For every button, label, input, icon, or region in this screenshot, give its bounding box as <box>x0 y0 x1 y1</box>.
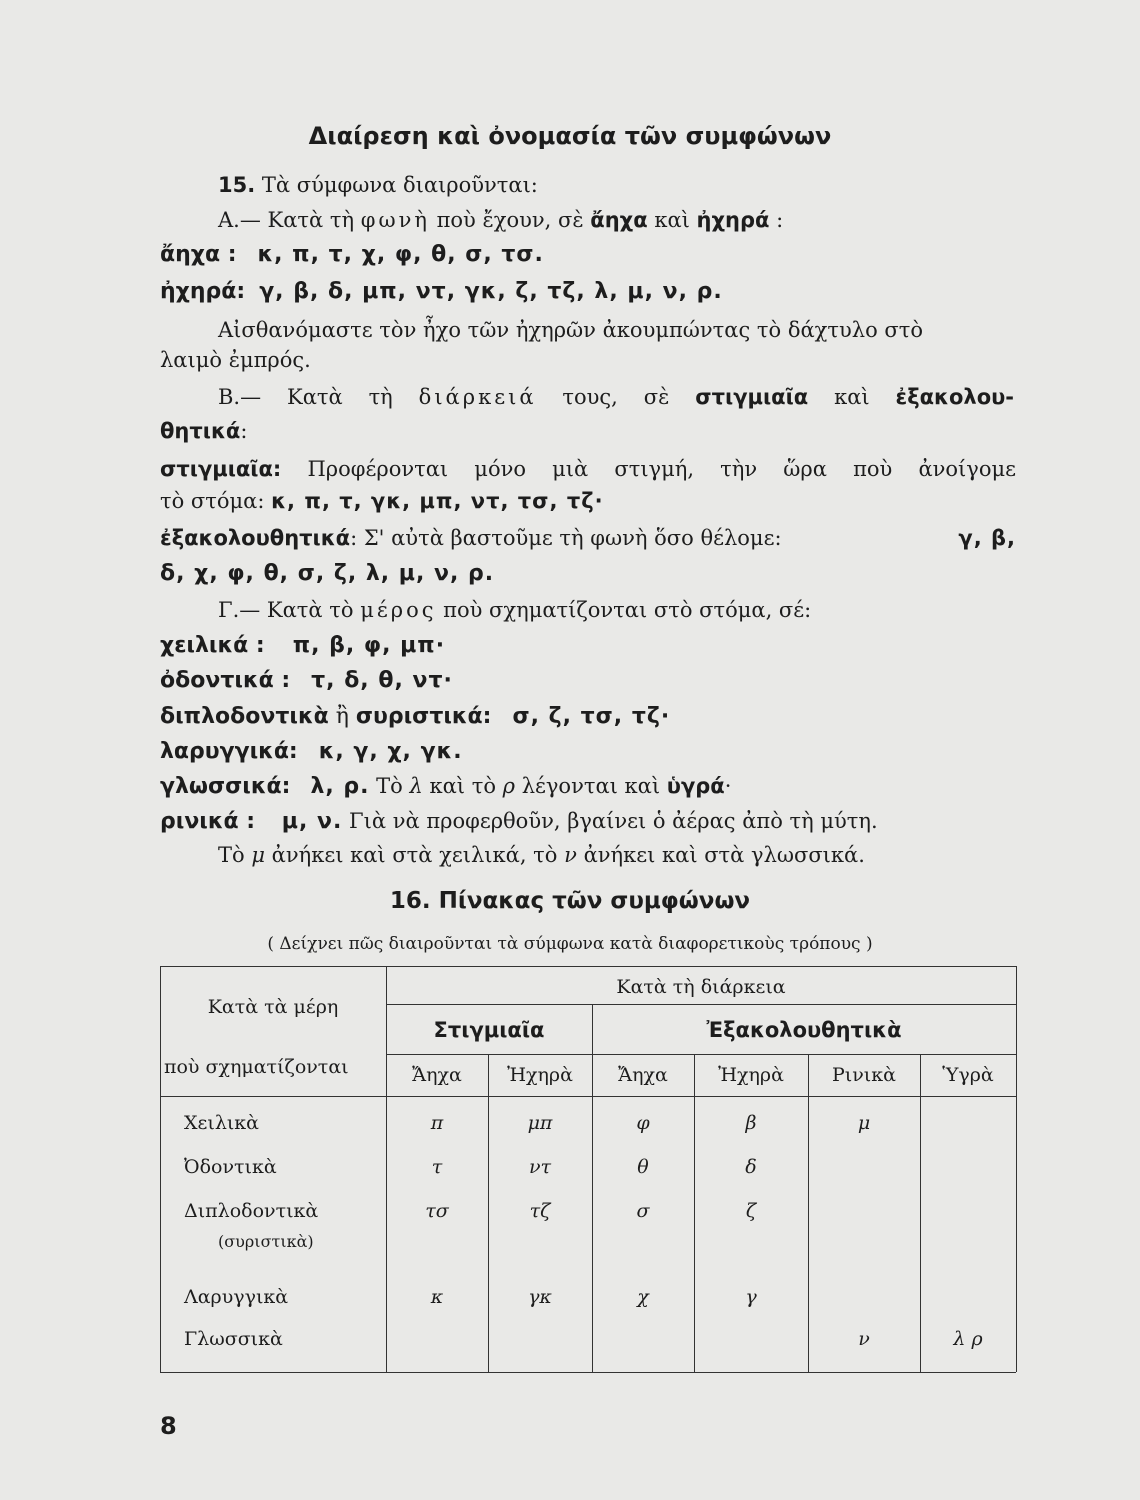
table-top-line <box>160 966 1016 967</box>
rinika-line <box>160 806 878 837</box>
term-exakolouthitika-a: ἐξακολου- <box>895 385 1015 409</box>
echera-label: ἠχηρά: <box>160 279 246 304</box>
table-cell: β <box>745 1112 757 1134</box>
table-header-divider <box>160 1096 1016 1097</box>
rinika-label: ρινικά : <box>160 809 256 834</box>
table-right-line <box>1016 966 1017 1372</box>
header-duration: Κατὰ τὴ διάρκεια <box>616 976 786 998</box>
division-a-and: καὶ <box>647 208 697 232</box>
note-b: ἀνήκει καὶ στὰ χειλικά, τὸ <box>264 843 565 867</box>
table-subhead-divider-top <box>386 1054 1016 1055</box>
note-a: Τὸ <box>218 843 252 867</box>
term-aecha: ἄηχα <box>590 208 648 232</box>
division-a-end: : <box>769 208 784 232</box>
subheader-1: Ἄηχα <box>412 1064 462 1086</box>
header-parts-2: ποὺ σχηματίζονται <box>164 1056 349 1078</box>
table-cell: θ <box>637 1156 649 1178</box>
table-cell: τσ <box>425 1200 449 1222</box>
table-cell: γκ <box>528 1286 552 1308</box>
diplodontika-line <box>160 702 670 732</box>
note-n: ν <box>564 843 577 867</box>
stigmiaia-text-2: τὸ στόμα: <box>160 489 272 513</box>
division-a-prefix: Α.— Κατὰ τὴ <box>218 208 361 232</box>
division-g-prefix: Γ.— Κατὰ τὸ <box>218 598 361 622</box>
division-b-end: : <box>240 419 248 443</box>
diplodontika-label: διπλοδοντικὰ <box>160 704 329 729</box>
table-title: 16. Πίνακας τῶν συμφώνων <box>389 888 751 914</box>
aecha-letters: κ, π, τ, χ, φ, θ, σ, τσ. <box>257 242 544 267</box>
sense-line-1: Αἰσθανόμαστε τὸν ἦχο τῶν ἠχηρῶν ἀκουμπώντας τὸ δάχτυλο στὸ <box>218 318 923 342</box>
table-cell: τζ <box>529 1200 551 1222</box>
table-cell: π <box>430 1112 444 1134</box>
glossika-label: γλωσσικά: <box>160 774 291 799</box>
glossika-text-b: καὶ τὸ <box>422 774 503 798</box>
subheader-6: Ὑγρὰ <box>942 1064 994 1086</box>
exakolouthitika-line-2 <box>160 559 494 589</box>
division-a-key: φωνὴ <box>360 208 430 232</box>
row-note-syristika: (συριστικὰ) <box>218 1232 314 1251</box>
exakolouthitika-letters-1: γ, β, <box>958 526 1016 550</box>
table-cell: ζ <box>745 1200 757 1222</box>
table-cell: χ <box>637 1286 649 1308</box>
exakolouthitika-letters-2: δ, χ, φ, θ, σ, ζ, λ, μ, ν, ρ. <box>160 561 495 586</box>
division-b <box>218 382 1014 412</box>
subheader-4: Ἠχηρὰ <box>718 1064 784 1086</box>
division-b-and: καὶ <box>808 385 896 409</box>
odontika-letters: τ, δ, θ, ντ· <box>311 668 453 693</box>
division-a <box>218 205 783 235</box>
stigmiaia-text: Προφέρονται μόνο μιὰ στιγμή, τὴν ὥρα ποὺ ἀνοίγομε <box>281 457 1016 481</box>
exakolouthitika-text: : Σ' αὐτὰ βαστοῦμε τὴ φωνὴ ὅσο θέλομε: <box>350 526 782 550</box>
table-cell: τ <box>431 1156 443 1178</box>
row-label-cheilika: Χειλικὰ <box>184 1112 260 1134</box>
syristika-label: συριστικά: <box>355 704 492 729</box>
term-exakolouthitika-b: θητικά <box>160 419 241 443</box>
stigmiaia-label: στιγμιαῖα: <box>160 457 282 481</box>
subheader-3: Ἄηχα <box>618 1064 668 1086</box>
glossika-letters: λ, ρ. <box>310 774 370 799</box>
stigmiaia-line <box>160 454 1016 484</box>
echera-line <box>160 277 723 307</box>
table-left-line <box>160 966 161 1372</box>
glossika-text-c: λέγονται καὶ <box>515 774 667 798</box>
division-g-end: ποὺ σχηματίζονται στὸ στόμα, σέ: <box>436 598 812 622</box>
laryggika-label: λαρυγγικά: <box>160 739 298 764</box>
header-stigmiaia: Στιγμιαῖα <box>433 1018 545 1042</box>
laryggika-line <box>160 737 463 767</box>
table-cell: μ <box>857 1112 871 1134</box>
glossika-l: λ <box>409 774 423 798</box>
table-cell: ντ <box>528 1156 552 1178</box>
division-a-mid: ποὺ ἔχουν, σὲ <box>429 208 591 232</box>
row-label-glossika: Γλωσσικὰ <box>184 1328 283 1350</box>
glossika-r: ρ <box>502 774 516 798</box>
sense-line-2: λαιμὸ ἐμπρός. <box>160 348 311 372</box>
table-cell: λ ρ <box>953 1328 983 1350</box>
table-cell: κ <box>430 1286 444 1308</box>
diplodontika-or: ἢ <box>328 704 356 729</box>
odontika-label: ὀδοντικά : <box>160 668 291 693</box>
aecha-label: ἄηχα : <box>160 242 237 267</box>
division-b-key: διάρκειά <box>418 385 537 409</box>
section-title: Διαίρεση καὶ ὀνομασία τῶν συμφώνων <box>308 122 832 150</box>
table-bottom-line <box>160 1372 1016 1373</box>
page-number: 8 <box>160 1412 177 1440</box>
row-label-diplodontika: Διπλοδοντικὰ <box>184 1200 319 1222</box>
note-c: ἀνήκει καὶ στὰ γλωσσικά. <box>576 843 865 867</box>
laryggika-letters: κ, γ, χ, γκ. <box>318 739 463 764</box>
term-echera: ἠχηρά <box>696 208 770 232</box>
subheader-2: Ἠχηρὰ <box>507 1064 573 1086</box>
cheilika-label: χειλικά : <box>160 633 265 658</box>
note-line <box>218 840 865 870</box>
rinika-text: Γιὰ νὰ προφερθοῦν, βγαίνει ὁ ἀέρας ἀπὸ τὴ μύτη. <box>342 809 878 833</box>
exakolouthitika-line <box>160 523 1016 553</box>
glossika-text-a: Τὸ <box>369 774 410 798</box>
row-label-odontika: Ὀδοντικὰ <box>184 1156 277 1178</box>
glossika-line <box>160 771 731 802</box>
header-parts-1: Κατὰ τὰ μέρη <box>207 996 339 1018</box>
division-g-key: μέρος <box>360 598 437 622</box>
row-label-laryggika: Λαρυγγικὰ <box>184 1286 289 1308</box>
division-b-cont <box>160 416 247 446</box>
odontika-line <box>160 666 453 696</box>
cheilika-letters: π, β, φ, μπ· <box>292 633 446 658</box>
division-b-mid: τους, σὲ <box>536 385 696 409</box>
intro-text: Τὰ σύμφωνα διαιροῦνται: <box>261 173 538 197</box>
paragraph-number: 15. <box>218 173 256 197</box>
table-col-divider-4 <box>808 1054 809 1372</box>
exakolouthitika-label: ἐξακολουθητικά <box>160 526 351 550</box>
subheader-5: Ρινικὰ <box>832 1064 896 1086</box>
table-cell: σ <box>636 1200 650 1222</box>
term-stigmiaia: στιγμιαῖα <box>695 385 809 409</box>
note-m: μ <box>251 843 265 867</box>
table-cell: δ <box>745 1156 757 1178</box>
table-col-divider-5 <box>920 1054 921 1372</box>
division-b-prefix: Β.— Κατὰ τὴ <box>218 385 419 409</box>
paragraph-15-intro <box>218 170 538 200</box>
rinika-letters: μ, ν. <box>281 809 343 834</box>
diplodontika-letters: σ, ζ, τσ, τζ· <box>512 704 671 729</box>
stigmiaia-line-2 <box>160 486 604 516</box>
table-cell: φ <box>636 1112 650 1134</box>
cheilika-line <box>160 631 445 661</box>
table-cell: μπ <box>527 1112 553 1134</box>
glossika-end: · <box>724 774 732 798</box>
aecha-line <box>160 240 544 270</box>
header-exakolouthitika: Ἐξακολουθητικὰ <box>706 1018 902 1042</box>
table-cell: ν <box>858 1328 870 1350</box>
table-subtitle: ( Δείχνει πῶς διαιροῦνται τὰ σύμφωνα κατὰ διαφορετικοὺς τρόπους ) <box>267 934 873 954</box>
echera-letters: γ, β, δ, μπ, ντ, γκ, ζ, τζ, λ, μ, ν, ρ. <box>259 279 723 304</box>
table-group-divider <box>592 1004 593 1372</box>
table-duration-divider <box>386 1004 1016 1005</box>
division-g <box>218 595 811 625</box>
term-hygra: ὑγρά <box>666 774 725 798</box>
consonant-table <box>160 966 1016 1372</box>
table-cell: γ <box>745 1286 757 1308</box>
stigmiaia-letters: κ, π, τ, γκ, μπ, ντ, τσ, τζ· <box>271 489 604 513</box>
